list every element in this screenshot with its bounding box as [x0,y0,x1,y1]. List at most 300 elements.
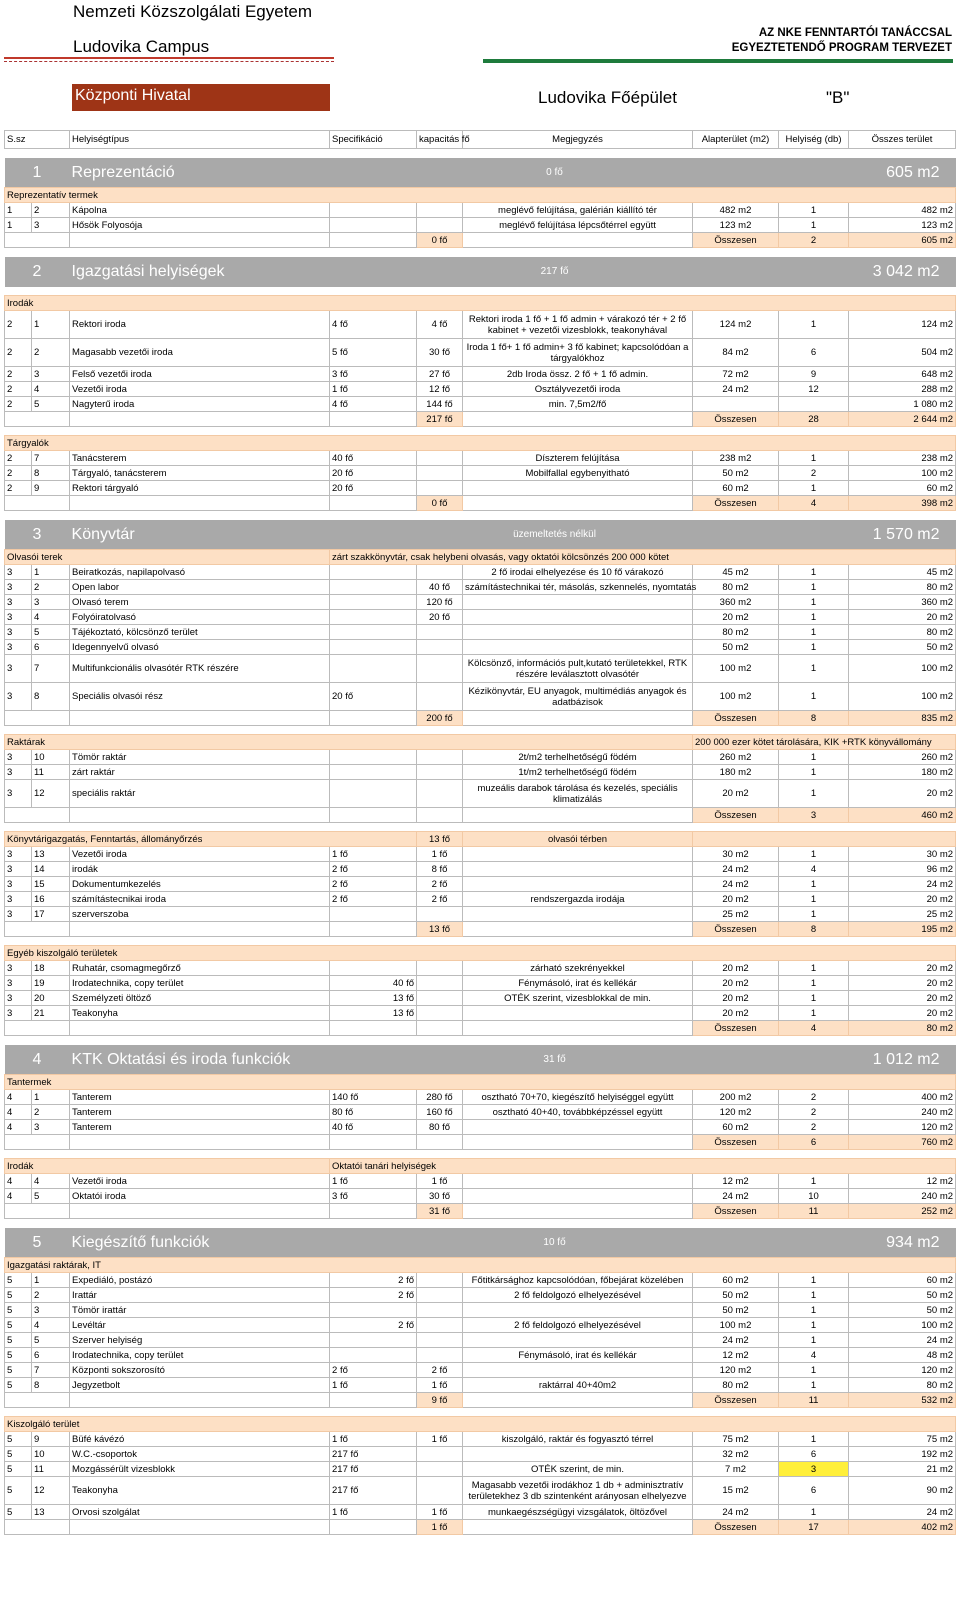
subtotal-label: Összesen [693,412,779,427]
capacity [417,1462,463,1477]
subsection-note: olvasói térben [463,832,693,847]
room-program-table [4,130,956,1535]
subtotal-blank [463,1021,693,1036]
institution-name: Nemzeti Közszolgálati Egyetem [73,2,313,21]
section-number: 3 [5,520,70,550]
total-area: 192 m2 [849,1447,956,1462]
table-row [5,1363,956,1378]
total-area: 238 m2 [849,451,956,466]
subtotal-capacity: 0 fő [417,496,463,511]
note: rendszergazda irodája [463,892,693,907]
unit-area: 24 m2 [693,1505,779,1520]
capacity: 1 fő [417,1505,463,1520]
specification: 40 fő [330,1120,417,1135]
total-area: 400 m2 [849,1090,956,1105]
note [463,1189,693,1204]
room-type: Hősök Folyosója [70,218,330,233]
spacer-row [5,937,956,946]
section-total: 1 012 m2 [849,1045,956,1075]
section-header [5,1045,956,1075]
specification [330,565,417,580]
item-index: 3 [32,367,70,382]
specification: 5 fő [330,339,417,367]
note: számítástechnikai tér, másolás, szkennelés, nyomtatás [463,580,693,595]
subtotal-row [5,233,956,248]
room-count: 4 [779,862,849,877]
room-type: Teakonyha [70,1006,330,1021]
item-index: 4 [32,1174,70,1189]
item-index: 11 [32,1462,70,1477]
specification [330,218,417,233]
subtotal-blank [330,711,417,726]
subtotal-blank [463,233,693,248]
subtotal-row [5,1204,956,1219]
capacity [417,1333,463,1348]
section-blank [693,1228,849,1258]
total-area: 100 m2 [849,466,956,481]
subtotal-area: 252 m2 [849,1204,956,1219]
unit-area: 84 m2 [693,339,779,367]
room-count: 1 [779,625,849,640]
capacity: 1 fő [417,1174,463,1189]
room-count: 1 [779,1363,849,1378]
room-count: 9 [779,367,849,382]
subsection-note: zárt szakkönyvtár, csak helybeni olvasás, vagy oktatói kölcsönzés 200 000 kötet [330,550,956,565]
section-index: 5 [5,1348,32,1363]
section-index: 5 [5,1303,32,1318]
room-type: Tömör raktár [70,750,330,765]
item-index: 6 [32,1348,70,1363]
room-count: 1 [779,1303,849,1318]
room-count: 6 [779,339,849,367]
specification: 3 fő [330,367,417,382]
capacity [417,1303,463,1318]
item-index: 2 [32,1288,70,1303]
room-type: W.C.-csoportok [70,1447,330,1462]
section-number: 2 [5,257,70,287]
spacer-cell [5,1408,956,1417]
col-header-count: Helyiség (db) [779,131,849,149]
specification: 2 fő [330,1363,417,1378]
room-type: Levéltár [70,1318,330,1333]
subtotal-blank [330,496,417,511]
total-area: 21 m2 [849,1462,956,1477]
section-title: Könyvtár [70,520,417,550]
subtotal-blank [5,496,70,511]
subtotal-capacity: 9 fő [417,1393,463,1408]
specification [330,780,417,808]
section-total: 605 m2 [849,158,956,188]
item-index: 2 [32,1105,70,1120]
room-type: Idegennyelvű olvasó [70,640,330,655]
note [463,1333,693,1348]
note: Díszterem felújítása [463,451,693,466]
unit-area: 24 m2 [693,382,779,397]
section-index: 3 [5,780,32,808]
unit-area: 80 m2 [693,580,779,595]
specification: 1 fő [330,1432,417,1447]
subsection-title: Egyéb kiszolgáló területek [5,946,956,961]
room-count: 1 [779,595,849,610]
unit-area: 7 m2 [693,1462,779,1477]
room-count: 1 [779,1432,849,1447]
section-title: Kiegészítő funkciók [70,1228,417,1258]
item-index: 12 [32,1477,70,1505]
section-index: 3 [5,640,32,655]
subtotal-blank [70,1204,330,1219]
room-count: 1 [779,451,849,466]
section-total: 934 m2 [849,1228,956,1258]
unit-area: 72 m2 [693,367,779,382]
room-type: Teakonyha [70,1477,330,1505]
capacity [417,451,463,466]
table-row [5,780,956,808]
item-index: 2 [32,339,70,367]
specification: 1 fő [330,1505,417,1520]
room-type: Személyzeti öltöző [70,991,330,1006]
subtotal-area: 195 m2 [849,922,956,937]
subtotal-blank [463,808,693,823]
item-index: 20 [32,991,70,1006]
note: 2t/m2 terhelhetőségű födém [463,750,693,765]
subtotal-label: Összesen [693,1393,779,1408]
unit-area: 123 m2 [693,218,779,233]
total-area: 60 m2 [849,1273,956,1288]
total-area: 20 m2 [849,976,956,991]
table-row [5,1432,956,1447]
item-index: 8 [32,683,70,711]
capacity: 8 fő [417,862,463,877]
item-index: 14 [32,862,70,877]
subtotal-capacity [417,1021,463,1036]
total-area: 90 m2 [849,1477,956,1505]
unit-area: 15 m2 [693,1477,779,1505]
room-type: Nagyterű iroda [70,397,330,412]
spacer-cell [5,287,956,296]
capacity: 2 fő [417,1363,463,1378]
room-count: 1 [779,203,849,218]
table-row [5,1090,956,1105]
subsection-title: Irodák [5,1159,330,1174]
specification: 1 fő [330,1174,417,1189]
unit-area: 30 m2 [693,847,779,862]
subtotal-row [5,496,956,511]
room-count: 1 [779,750,849,765]
section-index: 4 [5,1189,32,1204]
note: Osztályvezetői iroda [463,382,693,397]
subtotal-blank [70,1135,330,1150]
header-divider-green [483,59,953,63]
note: Kölcsönző, információs pult,kutató területekkel, RTK részére leválasztott olvasótér [463,655,693,683]
section-index: 5 [5,1432,32,1447]
unit-area: 120 m2 [693,1105,779,1120]
total-area: 100 m2 [849,655,956,683]
subtotal-blank [463,496,693,511]
table-row [5,1318,956,1333]
subtotal-row [5,1135,956,1150]
subtotal-blank [463,1135,693,1150]
specification [330,625,417,640]
room-type: szerverszoba [70,907,330,922]
subtotal-label: Összesen [693,1520,779,1535]
room-type: Speciális olvasói rész [70,683,330,711]
subtotal-label: Összesen [693,711,779,726]
total-area: 48 m2 [849,1348,956,1363]
note: Rektori iroda 1 fő + 1 fő admin + várakozó tér + 2 fő kabinet + vezetői vizesblokk, teakonyhával [463,311,693,339]
item-index: 4 [32,382,70,397]
capacity: 160 fő [417,1105,463,1120]
note [463,877,693,892]
room-count: 2 [779,1090,849,1105]
section-capacity: üzemeltetés nélkül [417,520,693,550]
approval-note [732,26,952,56]
specification: 2 fő [330,1273,417,1288]
total-area: 12 m2 [849,1174,956,1189]
table-row [5,565,956,580]
item-index: 11 [32,765,70,780]
table-row [5,610,956,625]
section-capacity: 10 fő [417,1228,693,1258]
item-index: 7 [32,451,70,466]
capacity: 80 fő [417,1120,463,1135]
subtotal-area: 398 m2 [849,496,956,511]
subtotal-blank [330,1021,417,1036]
col-header-note: Megjegyzés [463,131,693,149]
subtotal-row [5,922,956,937]
room-count: 1 [779,1006,849,1021]
note [463,625,693,640]
subtotal-area: 532 m2 [849,1393,956,1408]
table-header-row [5,131,956,149]
spacer-cell [5,1150,956,1159]
capacity: 2 fő [417,892,463,907]
subtotal-blank [70,922,330,937]
subtotal-capacity: 13 fő [417,922,463,937]
room-count: 1 [779,1378,849,1393]
unit-area: 50 m2 [693,466,779,481]
specification [330,1348,417,1363]
spacer-row [5,1150,956,1159]
subtotal-count: 8 [779,711,849,726]
item-index: 5 [32,1189,70,1204]
room-type: Tömör irattár [70,1303,330,1318]
section-index: 3 [5,1006,32,1021]
item-index: 10 [32,1447,70,1462]
section-index: 5 [5,1378,32,1393]
room-type: Ruhatár, csomagmegőrző [70,961,330,976]
unit-area: 124 m2 [693,311,779,339]
subtotal-blank [5,412,70,427]
specification: 1 fő [330,382,417,397]
room-type: irodák [70,862,330,877]
item-index: 2 [32,580,70,595]
table-row [5,1189,956,1204]
spacer-cell [5,726,956,735]
section-index: 3 [5,847,32,862]
table-row [5,481,956,496]
spacer-row [5,1408,956,1417]
subsection-header [5,1075,956,1090]
table-row [5,1333,956,1348]
section-index: 2 [5,339,32,367]
item-index: 17 [32,907,70,922]
section-index: 3 [5,991,32,1006]
specification: 20 fő [330,683,417,711]
specification [330,595,417,610]
subsection-title: Reprezentatív termek [5,188,956,203]
specification [330,610,417,625]
unit-area: 20 m2 [693,610,779,625]
subsection-note: 200 000 ezer kötet tárolására, KIK +RTK könyvállomány [693,735,956,750]
subsection-title: Kiszolgáló terület [5,1417,956,1432]
note [463,862,693,877]
room-count: 1 [779,780,849,808]
section-header [5,1228,956,1258]
subsection-title: Tárgyalók [5,436,956,451]
unit-area: 120 m2 [693,1363,779,1378]
subtotal-capacity [417,1135,463,1150]
section-header [5,520,956,550]
item-index: 16 [32,892,70,907]
total-area: 180 m2 [849,765,956,780]
section-index: 4 [5,1174,32,1189]
item-index: 6 [32,640,70,655]
total-area: 120 m2 [849,1363,956,1378]
subsection-header [5,188,956,203]
subtotal-label: Összesen [693,1021,779,1036]
table-row [5,1006,956,1021]
item-index: 2 [32,203,70,218]
subtotal-label: Összesen [693,922,779,937]
specification [330,961,417,976]
room-type: Szerver helyiség [70,1333,330,1348]
unit-area: 20 m2 [693,961,779,976]
room-count: 1 [779,218,849,233]
note: Főtitkársághoz kapcsolódóan, főbejárat közelében [463,1273,693,1288]
room-type: számítástecnikai iroda [70,892,330,907]
room-type: Tanterem [70,1120,330,1135]
subtotal-area: 835 m2 [849,711,956,726]
note: Iroda 1 fő+ 1 fő admin+ 3 fő kabinet; kapcsolódóan a tárgyalókhoz [463,339,693,367]
subtotal-area: 605 m2 [849,233,956,248]
room-count: 1 [779,1333,849,1348]
spacer-row [5,511,956,520]
capacity [417,466,463,481]
note: Fénymásoló, irat és kellékár [463,976,693,991]
item-index: 3 [32,218,70,233]
office-title: Központi Hivatal [72,84,330,111]
section-title: Igazgatási helyiségek [70,257,417,287]
subtotal-area: 2 644 m2 [849,412,956,427]
item-index: 5 [32,397,70,412]
specification: 2 fő [330,862,417,877]
capacity [417,1477,463,1505]
unit-area: 20 m2 [693,780,779,808]
room-type: Tanácsterem [70,451,330,466]
note: osztható 70+70, kiegészítő helyiséggel együtt [463,1090,693,1105]
section-index: 5 [5,1333,32,1348]
total-area: 20 m2 [849,961,956,976]
table-row [5,580,956,595]
table-row [5,397,956,412]
unit-area: 20 m2 [693,991,779,1006]
room-type: Folyóiratolvasó [70,610,330,625]
spacer-row [5,149,956,158]
subtotal-blank [5,711,70,726]
room-type: Tárgyaló, tanácsterem [70,466,330,481]
section-number: 1 [5,158,70,188]
spacer-cell [5,1219,956,1228]
total-area: 648 m2 [849,367,956,382]
item-index: 21 [32,1006,70,1021]
room-type: Oktatói iroda [70,1189,330,1204]
total-area: 120 m2 [849,1120,956,1135]
section-index: 5 [5,1273,32,1288]
table-row [5,1348,956,1363]
specification: 217 fő [330,1447,417,1462]
specification: 3 fő [330,1189,417,1204]
subtotal-count: 6 [779,1135,849,1150]
section-index: 3 [5,595,32,610]
subtotal-count: 11 [779,1204,849,1219]
room-type: Tájékoztató, kölcsönző terület [70,625,330,640]
room-count: 6 [779,1447,849,1462]
subtotal-capacity: 1 fő [417,1520,463,1535]
subtotal-blank [330,1135,417,1150]
total-area: 80 m2 [849,1378,956,1393]
capacity: 1 fő [417,847,463,862]
section-total: 3 042 m2 [849,257,956,287]
section-index: 2 [5,397,32,412]
room-count: 1 [779,1318,849,1333]
subtotal-blank [5,233,70,248]
section-index: 3 [5,625,32,640]
room-count: 1 [779,683,849,711]
item-index: 3 [32,1303,70,1318]
section-index: 2 [5,466,32,481]
room-type: Orvosi szolgálat [70,1505,330,1520]
unit-area: 20 m2 [693,976,779,991]
table-row [5,1447,956,1462]
room-type: Multifunkcionális olvasótér RTK részére [70,655,330,683]
note [463,907,693,922]
table-row [5,451,956,466]
subtotal-blank [330,808,417,823]
unit-area: 50 m2 [693,1303,779,1318]
table-row [5,625,956,640]
specification: 13 fő [330,991,417,1006]
total-area: 50 m2 [849,640,956,655]
subsection-title: Könyvtárigazgatás, Fenntartás, állományőrzés [5,832,417,847]
subtotal-area: 460 m2 [849,808,956,823]
room-type: Vezetői iroda [70,847,330,862]
total-area: 20 m2 [849,610,956,625]
unit-area: 12 m2 [693,1174,779,1189]
room-count [779,397,849,412]
section-header [5,158,956,188]
subtotal-label: Összesen [693,1204,779,1219]
room-type: Open labor [70,580,330,595]
block-label: "B" [826,88,850,107]
section-index: 2 [5,451,32,466]
total-area: 260 m2 [849,750,956,765]
room-count: 2 [779,1120,849,1135]
table-row [5,1378,956,1393]
section-capacity: 31 fő [417,1045,693,1075]
total-area: 24 m2 [849,877,956,892]
total-area: 80 m2 [849,625,956,640]
section-blank [693,520,849,550]
